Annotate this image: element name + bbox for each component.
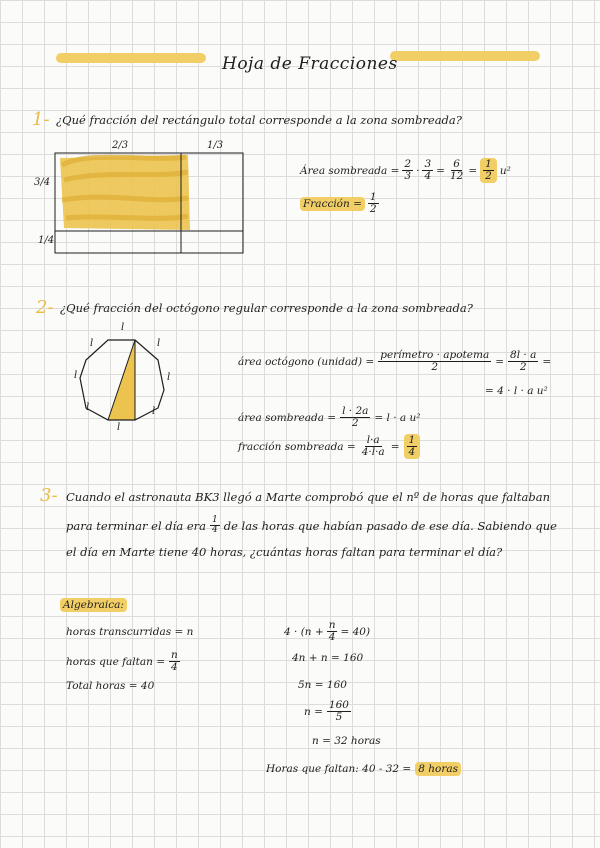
q2-area-octagon-equation: área octógono (unidad) = $\frac{\text{perímetro · apotema}}{2}$ = $\frac{8l \cdot a}{2}$ = xyxy=(238,349,552,374)
q3-line-2: para terminar el día era $\frac{1}{4}$ de las horas que habían pasado de ese día. Sabiendo que xyxy=(66,515,557,536)
q2-fraction-result: $\frac{1}{4}$ xyxy=(404,434,421,459)
q1-fraction-3-4: $\frac{3}{4}$ xyxy=(424,158,432,183)
q1-fraction-6-12: $\frac{6}{12}$ xyxy=(449,158,464,183)
q2-side-label-bottom: l xyxy=(117,422,121,433)
q3-transcurridas: horas transcurridas = n xyxy=(66,626,194,638)
q1-result-fraction: $\frac{1}{2}$ xyxy=(480,158,497,183)
q1-fraction-2-3: $\frac{2}{3}$ xyxy=(404,158,412,183)
q3-eq1-fraction: $\frac{n}{4}$ xyxy=(328,619,336,644)
q3-final-answer-line xyxy=(266,762,461,776)
q1-top-left-label: 2/3 xyxy=(112,140,129,151)
q3-faltan: horas que faltan = $\frac{n}{4}$ xyxy=(66,649,178,674)
q2-number: 2- xyxy=(36,297,54,318)
q1-unit: u² xyxy=(499,164,511,177)
q3-equation-1: 4 · (n + $\frac{n}{4}$ = 40) xyxy=(284,619,371,644)
q3-total: Total horas = 40 xyxy=(66,680,155,692)
q1-fraction-label: Fracción = xyxy=(300,197,365,211)
q3-equation-2: 4n + n = 160 xyxy=(292,652,364,664)
q3-number: 3- xyxy=(40,485,58,506)
q3-algebra-label: Algebraica: xyxy=(60,598,127,612)
q2-fraction-cancel: $\frac{l\cdot a}{4\cdot l\cdot a}$ xyxy=(361,434,385,459)
q2-fraction-label: fracción sombreada = xyxy=(238,440,356,453)
q2-area-shaded-equation xyxy=(238,406,420,429)
q2-result-fraction-1: $\frac{8l \cdot a}{2}$ xyxy=(510,349,537,374)
q2-side-label-right: l xyxy=(167,372,171,383)
q2-side-label-upper-right: l xyxy=(157,338,161,349)
q3-final-answer: 8 horas xyxy=(415,762,461,776)
q1-area-label: Área sombreada = xyxy=(300,164,400,177)
q2-area-octagon-label: área octógono (unidad) = xyxy=(238,355,375,368)
q2-side-label-top: l xyxy=(121,322,125,333)
q3-line-1: Cuando el astronauta BK3 llegó a Marte comprobó que el nº de horas que faltaban xyxy=(66,490,551,504)
q2-fraction-equation: fracción sombreada = $\frac{l\cdot a}{4\cdot l\cdot a}$ = $\frac{1}{4}$ xyxy=(238,434,420,459)
q3-line-3: el día en Marte tiene 40 horas, ¿cuántas horas faltan para terminar el día? xyxy=(66,545,503,559)
q3-final-label: Horas que faltan: 40 - 32 = xyxy=(266,763,412,775)
q3-faltan-fraction: $\frac{n}{4}$ xyxy=(171,649,178,674)
q3-equation-3: 5n = 160 xyxy=(298,679,347,691)
q1-side-bottom-label: 1/4 xyxy=(38,235,55,246)
q2-side-label-lower-left: l xyxy=(86,402,90,413)
q3-equation-5: n = 32 horas xyxy=(312,735,381,747)
q2-shaded-result: = l · a u² xyxy=(374,411,421,424)
q3-inline-fraction: $\frac{1}{4}$ xyxy=(212,515,218,536)
q2-shaded-fraction: $\frac{l \cdot 2a}{2}$ xyxy=(342,405,369,430)
q1-text: ¿Qué fracción del rectángulo total corresponde a la zona sombreada? xyxy=(56,113,462,127)
q3-equation-4: n = $\frac{160}{5}$ xyxy=(304,699,349,724)
q1-fraction-result: $\frac{1}{2}$ xyxy=(369,191,377,216)
q2-side-label-left: l xyxy=(74,370,78,381)
q2-side-label-upper-left: l xyxy=(90,338,94,349)
page-title: Hoja de Fracciones xyxy=(222,54,398,74)
q1-side-top-label: 3/4 xyxy=(34,177,51,188)
q2-side-label-lower-right: l xyxy=(152,406,156,417)
q1-number: 1- xyxy=(32,109,50,130)
q2-area-octagon-result: = 4 · l · a u² xyxy=(485,385,548,397)
q2-area-shaded-label: área sombreada = xyxy=(238,411,337,424)
q2-text: ¿Qué fracción del octógono regular corresponde a la zona sombreada? xyxy=(60,301,473,315)
q2-perimeter-fraction: $\frac{\text{perímetro · apotema}}{2}$ xyxy=(380,349,490,374)
q1-top-right-label: 1/3 xyxy=(207,140,224,151)
q3-eq4-fraction: $\frac{160}{5}$ xyxy=(328,699,349,724)
q1-area-equation: Área sombreada = $\frac{2}{3}$ · $\frac{3}{4}$ = $\frac{6}{12}$ = $\frac{1}{2}$ u² xyxy=(300,158,511,183)
